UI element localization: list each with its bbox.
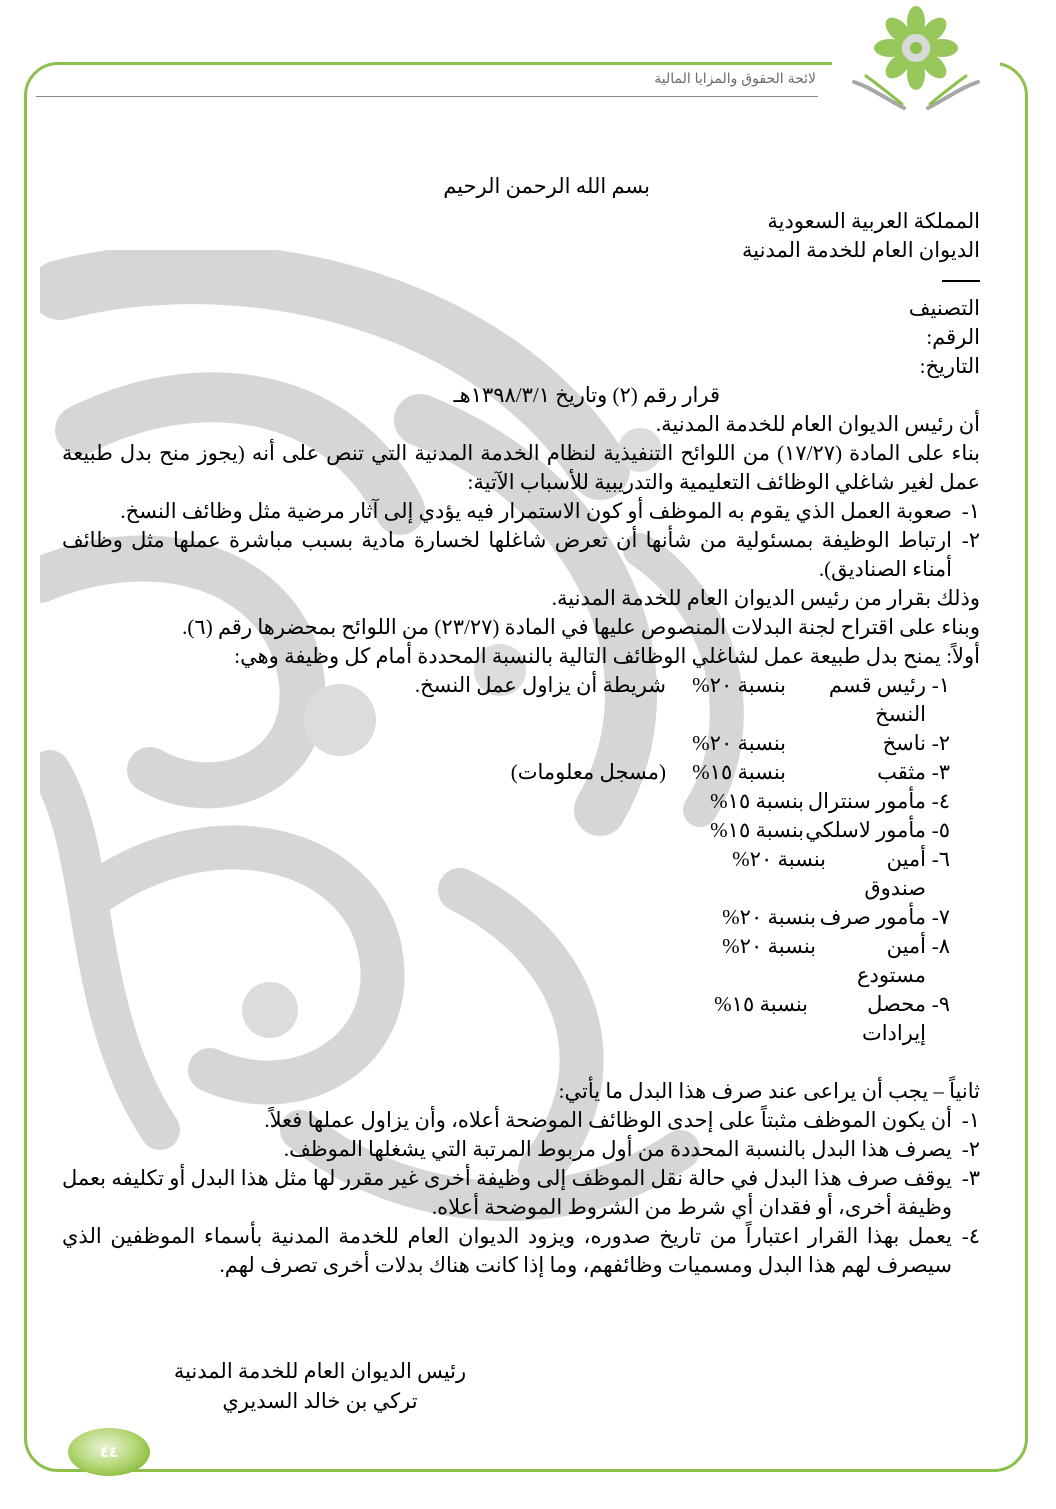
decision-document [62,172,980,1280]
allowance-item [62,903,950,932]
condition-text: أن يكون الموظف مثبتاً على إحدى الوظائف الموضحة أعلاه، وأن يزاول عملها فعلاً. [264,1108,952,1132]
allowance-number: ٤- [931,789,950,813]
allowance-item [62,671,950,729]
allowance-job: مأمور سنترال [807,789,926,813]
allowance-rate: بنسبة ١٥% [710,789,804,813]
bismillah: بسم الله الرحمن الرحيم [443,174,650,198]
condition-text: يصرف هذا البدل بالنسبة المحددة من أول مربوط المرتبة التي يشغلها الموظف. [283,1137,952,1161]
signature-block [160,1356,480,1416]
condition-text: يعمل بهذا القرار اعتباراً من تاريخ صدوره، ويزود الديوان العام للخدمة المدنية بأسماء الموظفين الذي سيصرف لهم هذا البدل ومسميات وظائفهم، وما إذا كانت هناك بدلات أخرى تصرف لهم. [62,1224,952,1277]
allowance-rate: بنسبة ١٥% [692,760,786,784]
second-heading: ثانياً – يجب أن يراعى عند صرف هذا البدل ما يأتي: [558,1079,980,1103]
allowance-number: ٨- [931,934,950,958]
condition-item [62,1164,980,1222]
allowance-rate: بنسبة ٢٠% [732,847,826,871]
reason-number: ١- [961,499,980,523]
allowance-number: ١- [931,673,950,697]
condition-item [62,1222,980,1280]
allowance-number: ٩- [931,992,950,1016]
allowance-number: ٣- [931,760,950,784]
allowance-job: مأمور صرف [819,905,926,929]
allowance-rate: بنسبة ٢٠% [722,905,816,929]
logo-emblem [832,4,1000,116]
reason-text: صعوبة العمل الذي يقوم به الموظف أو كون الاستمرار فيه يؤدي إلى آثار مرضية مثل وظائف النسخ. [120,499,952,523]
condition-number: ١- [961,1108,980,1132]
allowance-note: شريطة أن يزاول عمل النسخ. [414,673,666,697]
condition-text: يوقف صرف هذا البدل في حالة نقل الموظف إلى وظيفة أخرى غير مقرر لها مثل هذا البدل أو تكليفه بعمل وظيفة أخرى، أو فقدان أي شرط من الشروط الموضحة أعلاه. [62,1166,952,1219]
allowance-list [62,671,950,1048]
header-divider [36,96,818,97]
date-label: التاريخ: [919,354,980,378]
allowance-item [62,729,950,758]
number-label: الرقم: [926,325,980,349]
allowance-rate: بنسبة ١٥% [714,992,808,1016]
allowance-number: ٥- [931,818,950,842]
allowance-item [62,758,950,787]
by-decision-text: وذلك بقرار من رئيس الديوان العام للخدمة المدنية. [551,586,980,610]
section-gap [62,1048,980,1077]
letterhead-divider [62,265,980,294]
allowance-item [62,845,950,903]
condition-number: ٣- [961,1166,980,1190]
allowance-job: رئيس قسم النسخ [828,673,926,726]
header-title: لائحة الحقوق والمزايا المالية [654,70,816,86]
condition-item [62,1135,980,1164]
allowance-job: ناسخ [882,731,926,755]
decision-basis-1: بناء على المادة (١٧/٢٧) من اللوائح التنفيذية لنظام الخدمة المدنية التي تنص على أنه (يجوز منح بدل طبيعة عمل لغير شاغلي الوظائف التعليمية والتدريبية للأسباب الآتية: [62,441,980,494]
classification-label: التصنيف [908,296,980,320]
page-number: ٤٤ [99,1443,119,1461]
signatory-name: تركي بن خالد السديري [222,1389,418,1413]
first-heading: أولاً: يمنح بدل طبيعة عمل لشاغلي الوظائف التالية بالنسبة المحددة أمام كل وظيفة وهي: [234,644,980,668]
bureau-name: الديوان العام للخدمة المدنية [742,238,980,262]
allowance-rate: بنسبة ٢٠% [692,731,786,755]
reason-text: ارتباط الوظيفة بمسئولية من شأنها أن تعرض شاغلها لخسارة مادية بسبب مباشرة عملها مثل وظائف أمناء الصناديق). [62,528,952,581]
condition-number: ٤- [961,1224,980,1248]
allowance-number: ٧- [931,905,950,929]
allowance-number: ٦- [931,847,950,871]
allowance-job: محصل إيرادات [861,992,926,1045]
condition-number: ٢- [961,1137,980,1161]
kingdom-name: المملكة العربية السعودية [767,209,980,233]
allowance-rate: بنسبة ١٥% [710,818,804,842]
reason-item [62,526,980,584]
allowance-item [62,816,950,845]
reason-number: ٢- [961,528,980,552]
allowance-rate: بنسبة ٢٠% [692,673,786,697]
allowance-job: أمين مستودع [856,934,926,987]
allowance-job: مأمور لاسلكي [805,818,926,842]
decision-basis-2: وبناء على اقتراح لجنة البدلات المنصوص عليها في المادة (٢٣/٢٧) من اللوائح بمحضرها رقم (٦). [182,615,980,639]
allowance-item [62,990,950,1048]
page-number-badge [68,1428,150,1476]
allowance-number: ٢- [931,731,950,755]
allowance-job: مثقب [877,760,926,784]
allowance-note: (مسجل معلومات) [510,760,666,784]
condition-item [62,1106,980,1135]
decision-intro: أن رئيس الديوان العام للخدمة المدنية. [655,412,980,436]
signatory-position: رئيس الديوان العام للخدمة المدنية [173,1359,467,1383]
allowance-item [62,787,950,816]
allowance-rate: بنسبة ٢٠% [722,934,816,958]
allowance-job: أمين صندوق [864,847,926,900]
reason-item [62,497,980,526]
decision-title: قرار رقم (٢) وتاريخ ١٣٩٨/٣/١هـ [453,383,720,407]
allowance-item [62,932,950,990]
